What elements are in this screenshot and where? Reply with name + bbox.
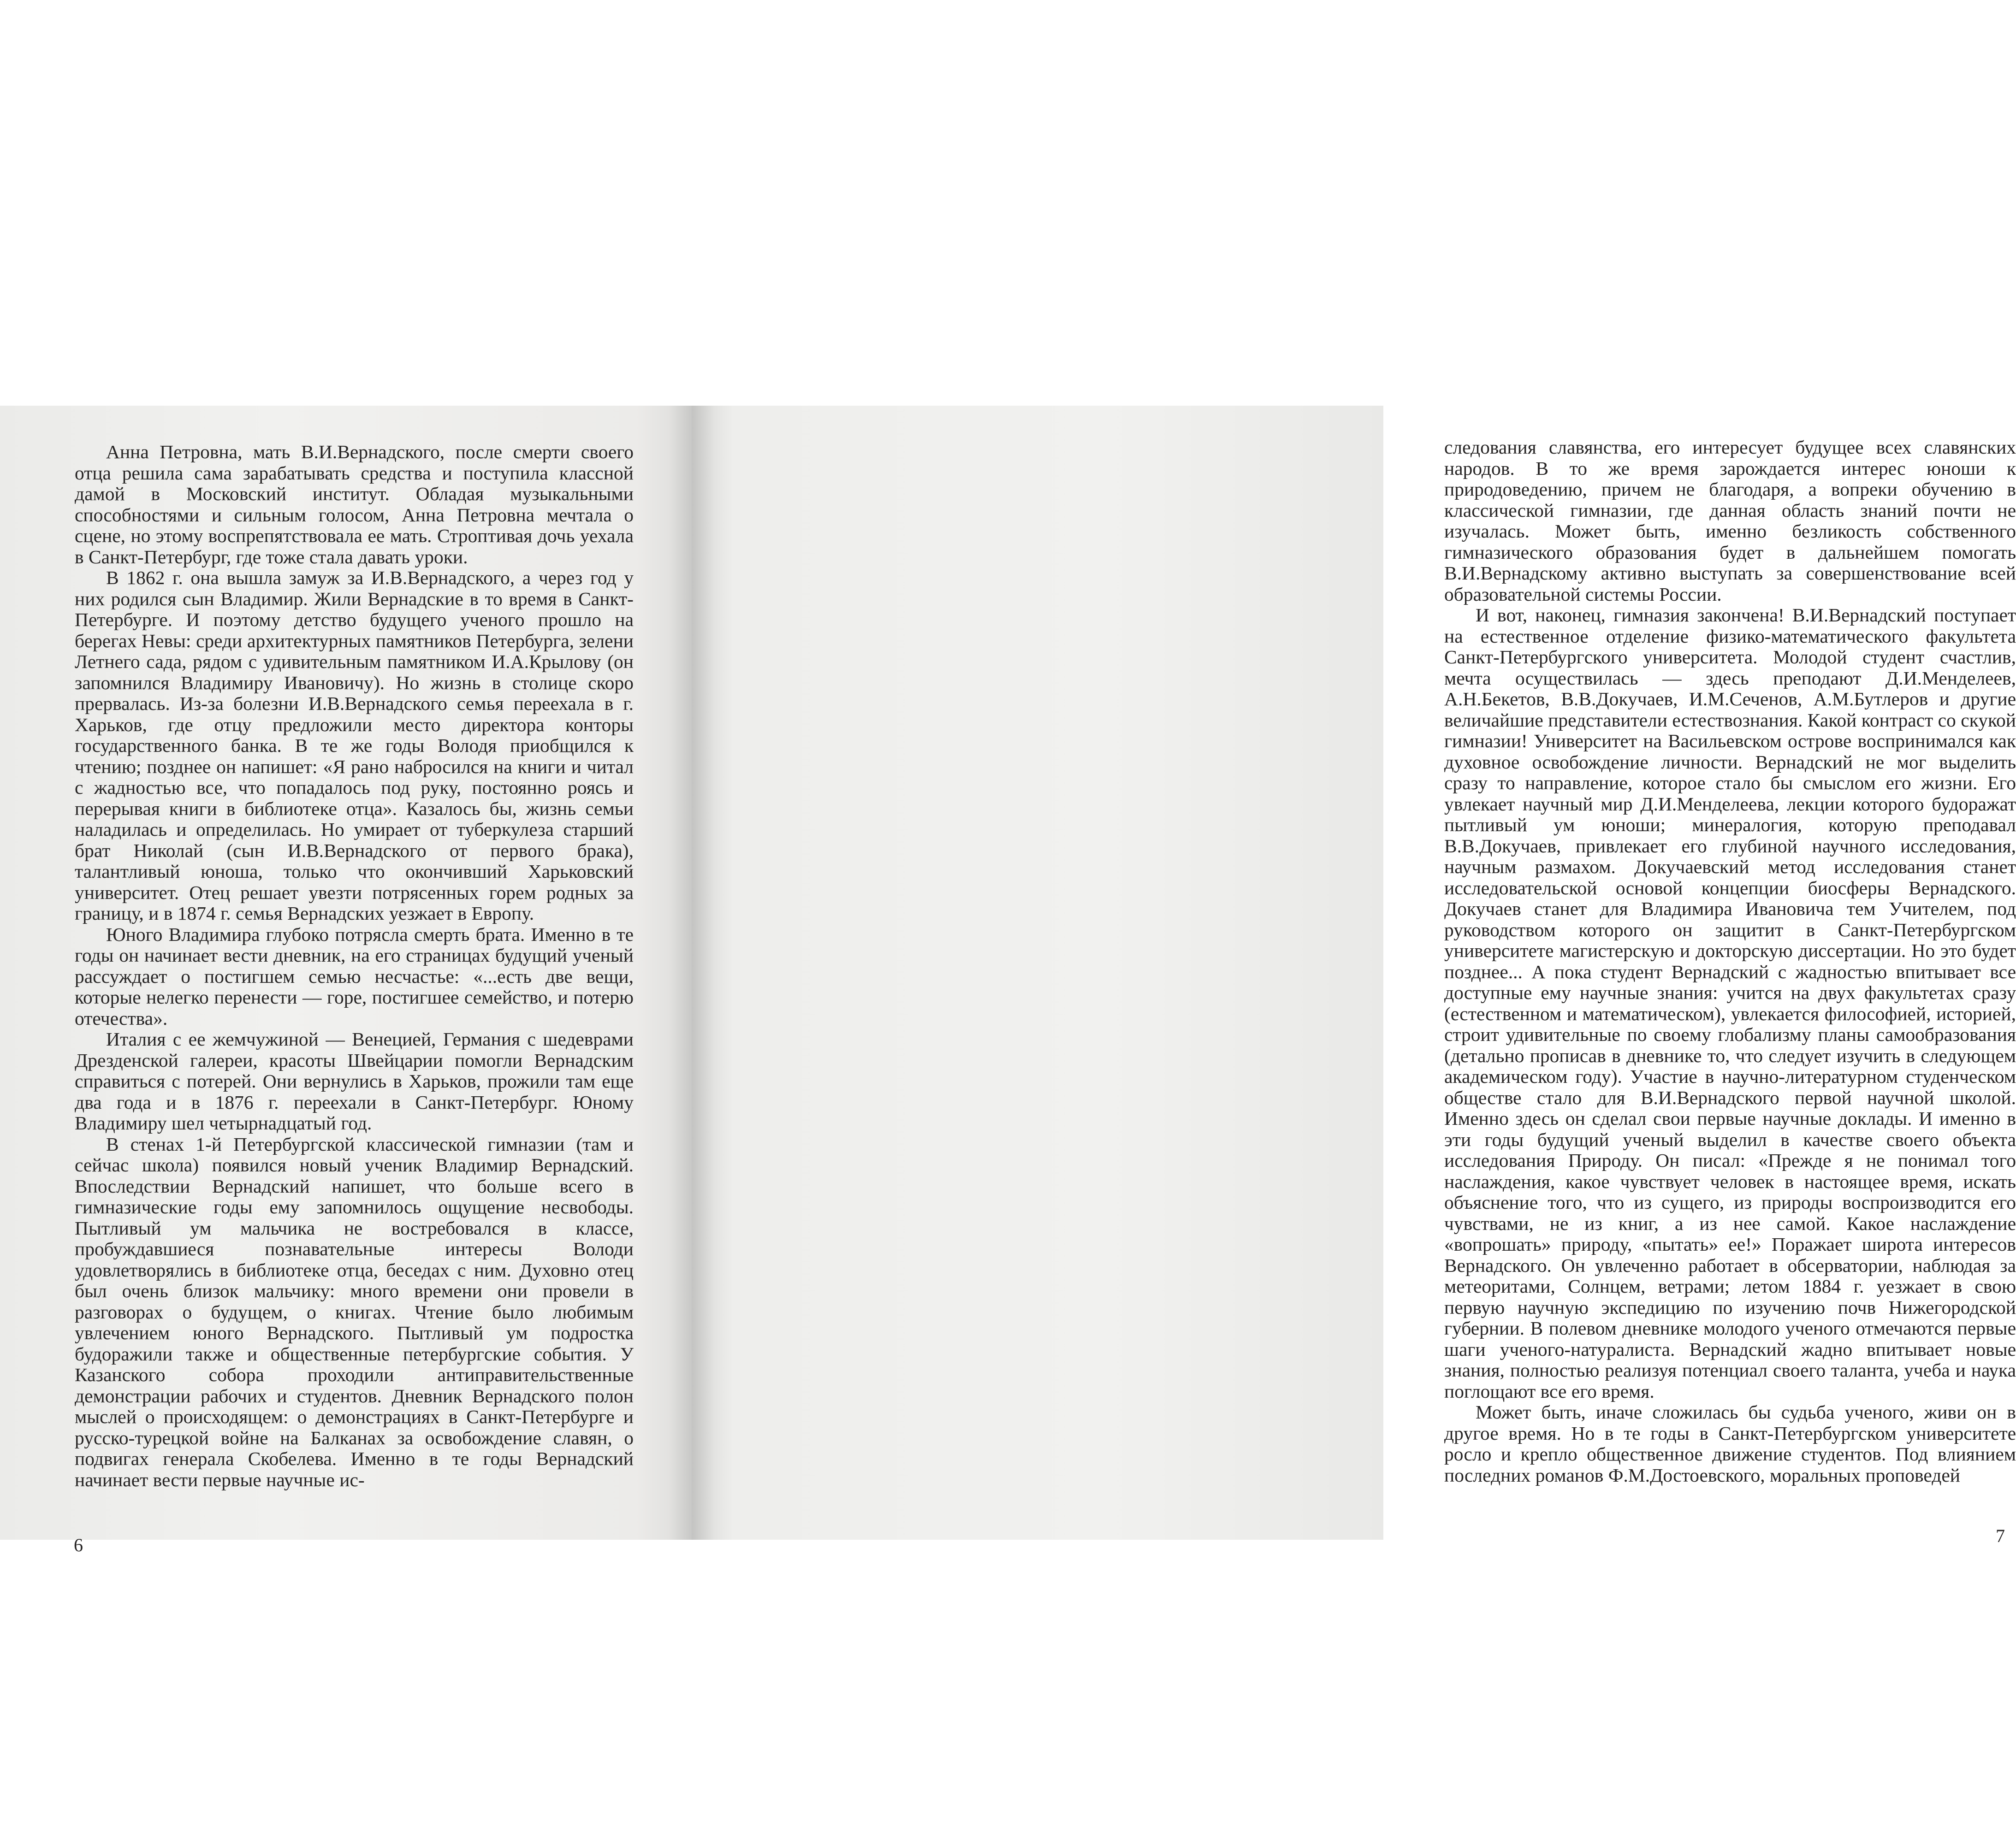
book-gutter (669, 406, 715, 1540)
paragraph: Может быть, иначе сложилась бы судьба ученого, живи он в другое время. Но в те годы в Санкт-Петербургском университете росло и крепло общественное движение студентов. Под влиянием последних романов Ф.М.Достоевского, моральных проповедей (1444, 1401, 2016, 1486)
right-page (692, 406, 2016, 1546)
book-spread (0, 406, 2016, 1555)
right-page-text (1444, 437, 2016, 1486)
left-page (0, 406, 692, 1555)
page-number-right: 7 (1996, 1525, 2005, 1546)
paragraph: В стенах 1-й Петербургской классической гимназии (там и сейчас школа) появился новый ученик Владимир Вернадский. Впоследствии Вернадский напишет, что больше всего в гимназические годы ему запомнилось ощущение несвободы. Пытливый ум мальчика не востребовался в классе, пробуждавшиеся познавательные интересы Володи удовлетворялись в библиотеке отца, беседах с ним. Духовно отец был очень близок мальчику: много времени они провели в разговорах о будущем, о книгах. Чтение было любимым увлечением юного Вернадского. Пытливый ум подростка будоражили также и общественные петербургские события. У Казанского собора проходили антиправительственные демонстрации рабочих и студентов. Дневник Вернадского полон мыслей о происходящем: о демонстрациях в Санкт-Петербурге и русско-турецкой войне на Балканах за освобождение славян, о подвигах генерала Скобелева. Именно в те годы Вернадский начинает вести первые научные ис- (75, 1133, 634, 1490)
paragraph-continuation: следования славянства, его интересует будущее всех славянских народов. В то же время зарождается интерес юноши к природоведению, причем не благодаря, а вопреки обучению в классической гимназии, где данная область знаний почти не изучалась. Может быть, именно безликость собственного гимназического образования будет в дальнейшем помогать В.И.Вернадскому активно выступать за совершенствование всей образовательной системы России. (1444, 437, 2016, 605)
paragraph: В 1862 г. она вышла замуж за И.В.Вернадского, а через год у них родился сын Владимир. Жили Вернадские в то время в Санкт-Петербурге. И поэтому детство будущего ученого прошло на берегах Невы: среди архитектурных памятников Петербурга, зелени Летнего сада, рядом с удивительным памятником И.А.Крылову (он запомнился Владимиру Ивановичу). Но жизнь в столице скоро прервалась. Из-за болезни И.В.Вернадского семья переехала в г. Харьков, где отцу предложили место директора конторы государственного банка. В те же годы Володя приобщился к чтению; позднее он напишет: «Я рано набросился на книги и читал с жадностью все, что попадалось под руку, постоянно роясь и перерывая книги в библиотеке отца». Казалось бы, жизнь семьи наладилась и определилась. Но умирает от туберкулеза старший брат Николай (сын И.В.Вернадского от первого брака), талантливый юноша, только что окончивший Харьковский университет. Отец решает увезти потрясенных горем родных за границу, и в 1874 г. семья Вернадских уезжает в Европу. (75, 567, 634, 924)
paragraph: И вот, наконец, гимназия закончена! В.И.Вернадский поступает на естественное отделение физико-математического факультета Санкт-Петербургского университета. Молодой студент счастлив, мечта осуществилась — здесь преподают Д.И.Менделеев, А.Н.Бекетов, В.В.Докучаев, И.М.Сеченов, А.М.Бутлеров и другие величайшие представители естествознания. Какой контраст со скукой гимназии! Университет на Васильевском острове воспринимался как духовное освобождение личности. Вернадский не мог выделить сразу то направление, которое стало бы смыслом его жизни. Его увлекает научный мир Д.И.Менделеева, лекции которого будоражат пытливый ум юноши; минералогия, которую преподавал В.В.Докучаев, привлекает его глубиной научного исследования, научным размахом. Докучаевский метод исследования станет исследовательской основой концепции биосферы Вернадского. Докучаев станет для Владимира Ивановича тем Учителем, под руководством которого он защитит в Санкт-Петербургском университете магистерскую и докторскую диссертации. Но это будет позднее... А пока студент Вернадский с жадностью впитывает все доступные ему научные знания: учится на двух факультетах сразу (естественном и математическом), увлекается философией, историей, строит удивительные по своему глобализму планы самообразования (детально прописав в дневнике то, что следует изучить в следующем академическом году). Участие в научно-литературном студенческом обществе стало для В.И.Вернадского первой научной школой. Именно здесь он сделал свои первые научные доклады. И именно в эти годы будущий ученый выделил в качестве своего объекта исследования Природу. Он писал: «Прежде я не понимал того наслаждения, какое чувствует человек в настоящее время, искать объяснение того, что из сущего, из природы воспроизводится его чувствами, не из книг, а из нее самой. Какое наслаждение «вопрошать» природу, «пытать» ее!» Поражает широта интересов Вернадского. Он увлеченно работает в обсерватории, наблюдая за метеоритами, Солнцем, ветрами; летом 1884 г. уезжает в свою первую научную экспедицию по изучению почв Нижегородской губернии. В полевом дневнике молодого ученого отмечаются первые шаги ученого-натуралиста. Вернадский жадно впитывает новые знания, полностью реализуя потенциал своего таланта, учеба и наука поглощают все его время. (1444, 604, 2016, 1402)
paragraph: Юного Владимира глубоко потрясла смерть брата. Именно в те годы он начинает вести дневник, на его страницах будущий ученый рассуждает о постигшем семью несчастье: «...есть две вещи, которые нелегко перенести — горе, постигшее семейство, и потерю отечества». (75, 923, 634, 1029)
left-page-text (75, 442, 634, 1490)
paragraph: Анна Петровна, мать В.И.Вернадского, после смерти своего отца решила сама зарабатывать средства и поступила классной дамой в Московский институт. Обладая музыкальными способностями и сильным голосом, Анна Петровна мечтала о сцене, но этому воспрепятствовала ее мать. Строптивая дочь уехала в Санкт-Петербург, где тоже стала давать уроки. (75, 441, 634, 567)
page-number-left: 6 (74, 1535, 83, 1555)
paragraph: Италия с ее жемчужиной — Венецией, Германия с шедеврами Дрезденской галереи, красоты Швейцарии помогли Вернадским справиться с потерей. Они вернулись в Харьков, прожили там еще два года и в 1876 г. переехали в Санкт-Петербург. Юному Владимиру шел четырнадцатый год. (75, 1028, 634, 1134)
